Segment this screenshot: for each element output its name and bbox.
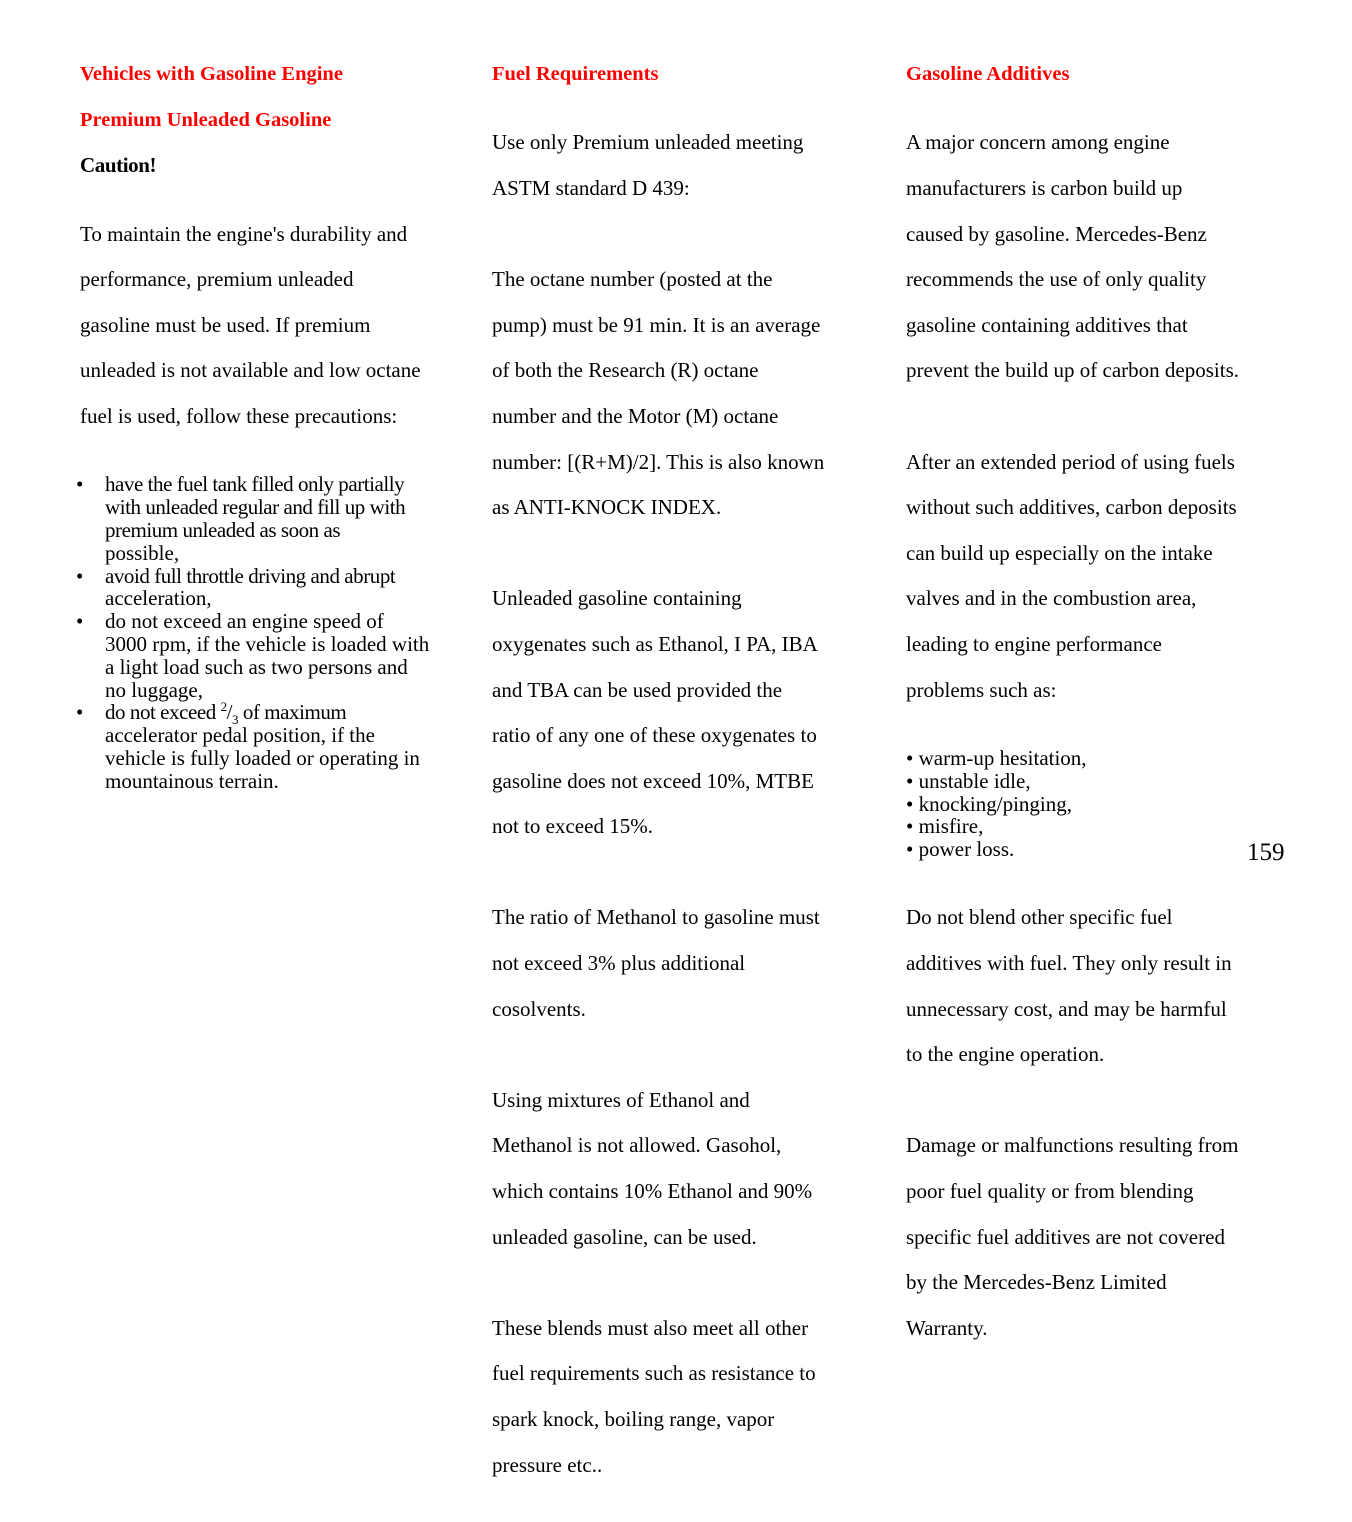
paragraph-carbon-deposits: After an extended period of using fuels without such additives, carbon deposits can build up especially on the intake valves and in the combustion area, leading to engine performance problems such as: — [906, 449, 1237, 702]
bullet-icon: • — [76, 472, 84, 497]
column-right — [906, 63, 1286, 1385]
page-number: 159 — [1247, 839, 1285, 866]
list-item: • do not exceed $^2/_3$ of maximum accelerator pedal position, if the vehicle is fully loaded or operating in mountainous terrain. — [76, 699, 420, 793]
fraction-denominator: 3 — [232, 712, 239, 728]
paragraph-methanol-ratio: The ratio of Methanol to gasoline must not exceed 3% plus additional cosolvents. — [492, 905, 820, 1021]
fraction-numerator: 2 — [220, 699, 227, 715]
list-item: • have the fuel tank filled only partially with unleaded regular and fill up with premium unleaded as soon as possible, — [76, 472, 406, 565]
section-heading-fuel-requirements: Fuel Requirements — [492, 63, 659, 85]
section-heading-gasoline-engine: Vehicles with Gasoline Engine — [80, 63, 343, 85]
paragraph-carbon-buildup: A major concern among engine manufacturers is carbon build up caused by gasoline. Mercedes-Benz recommends the use of only quality gasoline containing additives that prevent the build up of carbon deposits. — [906, 130, 1240, 383]
section-heading-premium-unleaded: Premium Unleaded Gasoline — [80, 108, 332, 131]
precautions-list — [76, 472, 450, 793]
bullet-icon: • — [76, 700, 84, 725]
paragraph-astm-standard: Use only Premium unleaded meeting ASTM standard D 439: — [492, 130, 804, 200]
bullet-icon: • — [76, 609, 84, 634]
paragraph-gasohol: Using mixtures of Ethanol and Methanol is not allowed. Gasohol, which contains 10% Ethanol and 90% unleaded gasoline, can be used. — [492, 1087, 813, 1249]
list-item: • power loss. — [906, 837, 1015, 862]
caution-label: Caution! — [80, 153, 157, 178]
column-left — [76, 63, 450, 793]
section-heading-gasoline-additives: Gasoline Additives — [906, 63, 1070, 85]
paragraph-do-not-blend: Do not blend other specific fuel additives with fuel. They only result in unnecessary cost, and may be harmful to the engine operation. — [906, 905, 1232, 1067]
paragraph-blend-requirements: These blends must also meet all other fuel requirements such as resistance to spark knock, boiling range, vapor pressure etc.. — [492, 1315, 816, 1477]
list-item: • avoid full throttle driving and abrupt acceleration, — [76, 563, 396, 611]
paragraph-octane-number: The octane number (posted at the pump) must be 91 min. It is an average of both the Research (R) octane number and the Motor (M) octane number: [(R+M)/2]. This is also known as ANTI-KNOCK INDEX. — [492, 267, 825, 520]
caution-intro-paragraph: To maintain the engine's durability and performance, premium unleaded gasoline must be used. If premium unleaded is not available and low octane fuel is used, follow these precautions: — [80, 221, 421, 428]
column-middle — [492, 63, 862, 1522]
performance-problems-list — [906, 747, 1286, 861]
paragraph-oxygenates: Unleaded gasoline containing oxygenates such as Ethanol, I PA, IBA and TBA can be used provided the ratio of any one of these oxygenates to gasoline does not exceed 10%, MTBE not to exceed 15%. — [492, 586, 818, 839]
bullet-icon: • — [76, 563, 84, 588]
list-item: • do not exceed an engine speed of 3000 rpm, if the vehicle is loaded with a light load such as two persons and no luggage, — [76, 609, 430, 702]
list-item: • misfire, — [906, 814, 984, 839]
paragraph-warranty: Damage or malfunctions resulting from poor fuel quality or from blending specific fuel additives are not covered by the Mercedes-Benz Limited Warranty. — [906, 1133, 1239, 1340]
list-item: • warm-up hesitation, — [906, 745, 1087, 770]
list-item: • knocking/pinging, — [906, 791, 1073, 816]
list-item: • unstable idle, — [906, 768, 1031, 793]
